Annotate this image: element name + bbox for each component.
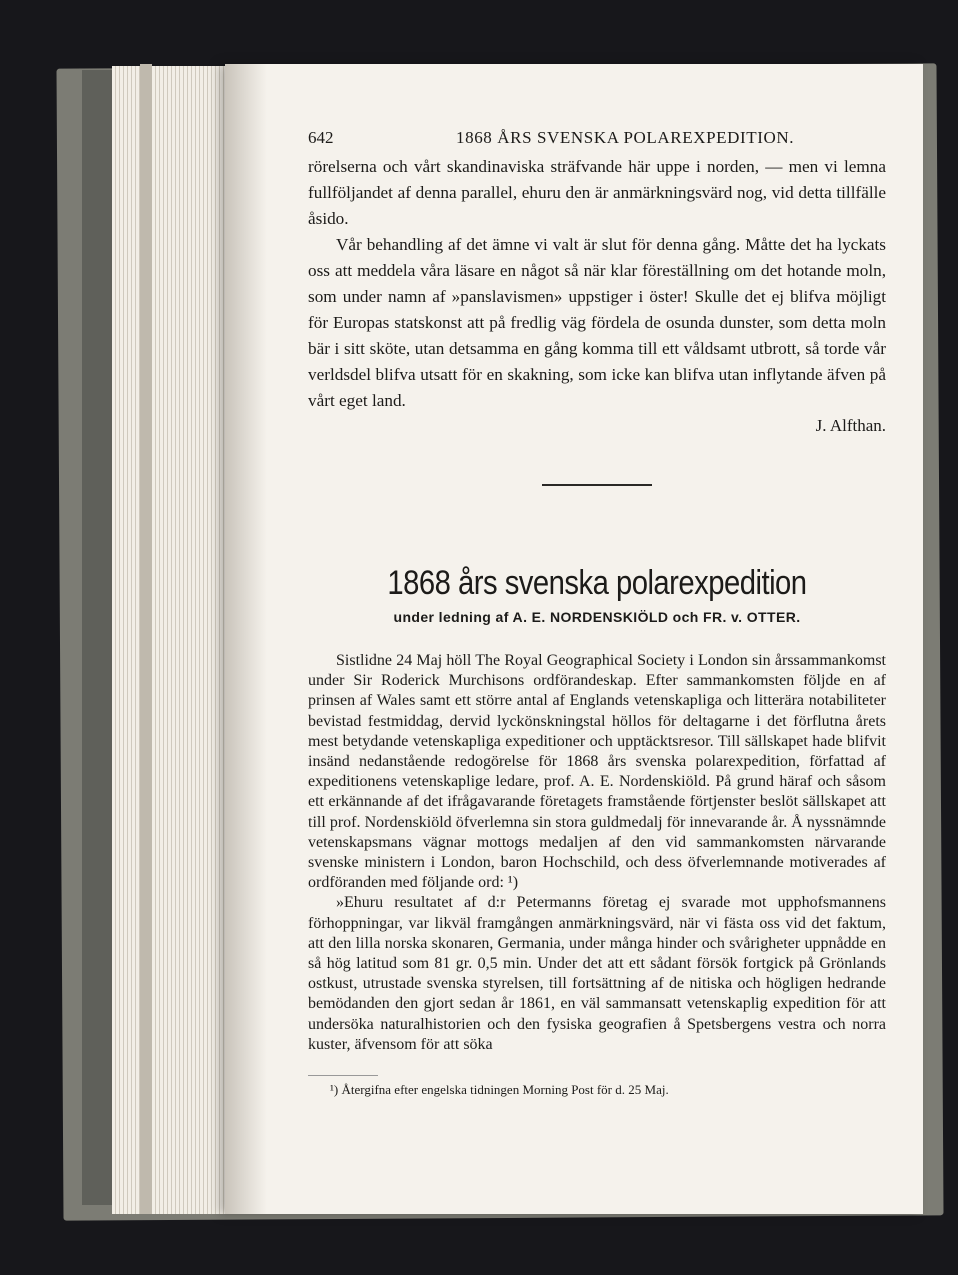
prev-article-paragraph-1: rörelserna och vårt skandinaviska sträfvande här uppe i norden, — men vi lemna fullföljandet af denna parallel, ehuru den är anmärkningsvärd nog, vid detta tillfälle åsido. — [308, 157, 886, 228]
page-stack-shadow — [140, 64, 152, 1214]
section-divider — [542, 484, 652, 486]
article-paragraph-2: »Ehuru resultatet af d:r Petermanns företag ej svarade mot upphofsmannens förhoppningar, var likväl framgången anmärkningsvärd, när vi fästa oss vid det faktum, att den lilla norska skonaren, Germania, under många hinder och svårigheter uppnådde en så hög latitud som 81 gr. 0,5 min. Under det att ett sådant försök fortgick på Grönlands ostkust, utrustade svenska styrelsen, till fortsättning af de nitiska och högligen hedrande bemödanden den gjort sedan år 1861, en väl sammansatt vetenskaplig expedition för att undersöka naturalhistorien och den fysiska geografien å Spetsbergens vestra och norra kuster, äfvensom för att söka — [308, 894, 886, 1053]
running-head — [308, 124, 886, 146]
article-title: 1868 års svenska polarexpedition — [387, 564, 807, 602]
page-stack-edges — [112, 66, 242, 1214]
article-subtitle: under ledning af A. E. NORDENSKIÖLD och FR. v. OTTER. — [393, 609, 801, 625]
footnote: ¹) Återgifna efter engelska tidningen Morning Post för d. 25 Maj. — [330, 1082, 669, 1098]
prev-article-paragraph-2: Vår behandling af det ämne vi valt är slut för denna gång. Måtte det ha lyckats oss att meddela våra läsare en något så när klar föreställning om det hotande moln, som under namn af »panslavismen» uppstiger i öster! Skulle det ej blifva möjligt för Europas statskonst att på fredlig väg fördela de osunda dunster, som detta moln bär i sitt sköte, utan detsamma en gång komma till ett våldsamt utbrott, så torde vår verldsdel blifva utsatt för en skakning, som icke kan blifva utan inflytande äfven på vårt eget land. — [308, 235, 886, 410]
book-page — [225, 64, 923, 1214]
running-title: 1868 ÅRS SVENSKA POLAREXPEDITION. — [456, 128, 795, 147]
page-number: 642 — [308, 128, 334, 147]
footnote-rule — [308, 1075, 378, 1076]
page-content — [308, 124, 886, 1098]
gutter-shadow — [225, 64, 267, 1214]
article-body — [308, 651, 886, 1055]
article-paragraph-1: Sistlidne 24 Maj höll The Royal Geographical Society i London sin årssammankomst under Sir Roderick Murchisons ordförandeskap. Efter sammankomsten följde en af prinsen af Wales samt ett större antal af Englands vetenskapliga och litterära notabiliteter bevistad festmiddag, dervid lyckönskningstal höllos för deltagarne i det förflutna årets mest betydande vetenskapliga expeditioner och upptäcktsresor. Till sällskapet hade blifvit insänd nedanstående redogörelse för 1868 års svenska polarexpedition, författad af expeditionens vetenskaplige ledare, prof. A. E. Nordenskiöld. På grund häraf och såsom ett erkännande af det ifrågavarande företagets framstående förtjenster beslöt sällskapet att till prof. Nordenskiöld öfverlemna sin stora guldmedalj för innevarande år. Å nyssnämnde vetenskapsmans vägnar mottogs medaljen af den vid sammankomsten närvarande svenske ministern i London, baron Hochschild, och dess öfverlemnande motiverades af ordföranden med följande ord: ¹) — [308, 652, 886, 892]
author-signature: J. Alfthan. — [815, 416, 886, 435]
